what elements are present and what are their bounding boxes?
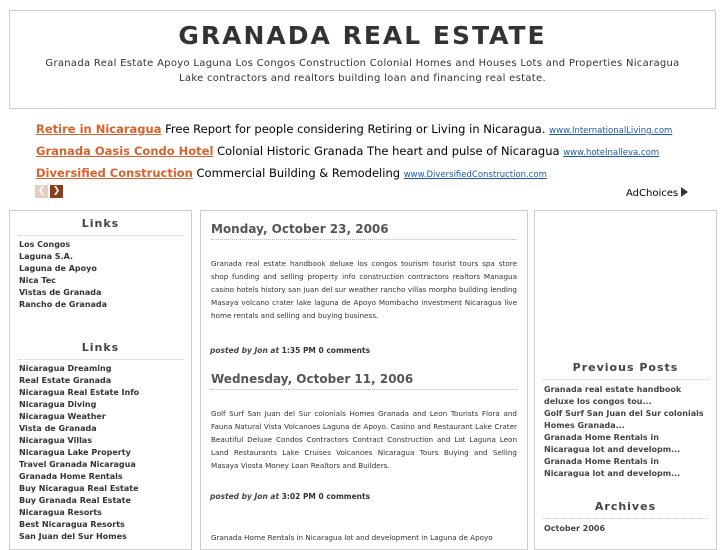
sidebar-link-text[interactable]: Nicaragua Villas bbox=[19, 436, 92, 445]
sidebar-link[interactable] bbox=[19, 519, 183, 531]
sidebar-link-text[interactable]: Vista de Granada bbox=[19, 424, 97, 433]
left-sidebar bbox=[9, 210, 192, 550]
archives-heading: Archives bbox=[543, 494, 708, 519]
previous-posts-heading: Previous Posts bbox=[543, 355, 708, 380]
post-footer bbox=[210, 346, 518, 355]
sidebar-link[interactable] bbox=[19, 435, 183, 447]
blog-post bbox=[201, 211, 527, 355]
sidebar-link[interactable] bbox=[19, 275, 183, 287]
sidebar-link[interactable] bbox=[19, 459, 183, 471]
ad-title-link[interactable]: Granada Oasis Condo Hotel bbox=[36, 144, 214, 158]
ad-item bbox=[36, 164, 716, 186]
links-list bbox=[10, 236, 191, 311]
post-body: Granada Home Rentals in Nicaragua lot and development in Laguna de Apoyo bbox=[211, 533, 493, 542]
sidebar-link[interactable] bbox=[19, 507, 183, 519]
sidebar-link-text[interactable]: Nica Tec bbox=[19, 276, 56, 285]
ad-url-link[interactable]: www.DiversifiedConstruction.com bbox=[403, 170, 547, 180]
ad-title-link[interactable]: Retire in Nicaragua bbox=[36, 122, 162, 136]
sidebar-link-text[interactable]: Real Estate Granada bbox=[19, 376, 112, 385]
sidebar-link-text[interactable]: Nicaragua Real Estate Info bbox=[19, 388, 140, 397]
ad-navigation bbox=[35, 185, 65, 204]
previous-post-link[interactable]: Granada Home Rentals in Nicaragua lot and developm... bbox=[544, 457, 681, 478]
adchoices-label: AdChoices bbox=[626, 188, 679, 199]
sidebar-link-text[interactable]: Buy Granada Real Estate bbox=[19, 496, 131, 505]
sidebar-link-text[interactable]: Vistas de Granada bbox=[19, 288, 102, 297]
adchoices-link[interactable] bbox=[626, 187, 688, 199]
sidebar-link-text[interactable]: Buy Nicaragua Real Estate bbox=[19, 484, 139, 493]
sidebar-link-text[interactable]: Los Congos bbox=[19, 240, 71, 249]
sidebar-link-text[interactable]: Nicaragua Dreaming bbox=[19, 364, 112, 373]
blog-post bbox=[201, 501, 527, 544]
sidebar-link-text[interactable]: Nicaragua Lake Property bbox=[19, 448, 131, 457]
sidebar-link[interactable] bbox=[19, 251, 183, 263]
previous-post-link[interactable]: Granada Home Rentals in Nicaragua lot and developm... bbox=[544, 433, 681, 454]
ad-prev-arrow-icon[interactable]: ❮ bbox=[35, 185, 48, 198]
sidebar-link[interactable] bbox=[19, 471, 183, 483]
sidebar-link-text[interactable]: Nicaragua Weather bbox=[19, 412, 106, 421]
post-comments-link[interactable]: 0 comments bbox=[318, 346, 371, 355]
sidebar-link-text[interactable]: Nicaragua Diving bbox=[19, 400, 97, 409]
sidebar-link[interactable] bbox=[19, 399, 183, 411]
ad-next-arrow-icon[interactable]: ❯ bbox=[50, 185, 63, 198]
previous-post-link[interactable]: Granada real estate handbook deluxe los congos tou... bbox=[544, 385, 682, 406]
links-heading: Links bbox=[18, 335, 183, 360]
ad-title-link[interactable]: Diversified Construction bbox=[36, 166, 193, 180]
sidebar-link[interactable] bbox=[19, 375, 183, 387]
post-date: Wednesday, October 11, 2006 bbox=[211, 355, 517, 390]
sidebar-link[interactable] bbox=[19, 531, 183, 543]
sidebar-link[interactable] bbox=[19, 411, 183, 423]
ad-text: Commercial Building & Remodeling bbox=[196, 166, 401, 180]
sidebar-link[interactable] bbox=[19, 239, 183, 251]
sidebar-link[interactable] bbox=[19, 423, 183, 435]
site-description: Granada Real Estate Apoyo Laguna Los Congos Construction Colonial Homes and Houses Lots and Properties Nicaragua Lake contractors and realtors building loan and financing real estate. bbox=[45, 58, 680, 84]
sidebar-link-text[interactable]: Laguna de Apoyo bbox=[19, 264, 97, 273]
previous-posts-list bbox=[535, 380, 716, 480]
archive-link[interactable]: October 2006 bbox=[544, 524, 606, 533]
sidebar-spacer bbox=[535, 211, 716, 355]
post-author: posted by Jon at bbox=[210, 492, 280, 501]
post-body: Granada real estate handbook deluxe los congos tourism tourist tours spa store shop funding and selling property info construction contractors realtors Managua casino hotels history san juan del sur weather rancho villas morpho building lending Masaya volcano crater lake laguna de Apoyo Mombacho investment Nicaragua live home rentals and selling and buying business. bbox=[211, 259, 517, 320]
site-header bbox=[9, 10, 716, 109]
sidebar-link[interactable] bbox=[19, 263, 183, 275]
ad-block bbox=[36, 120, 716, 186]
sidebar-link-text[interactable]: San Juan del Sur Homes bbox=[19, 532, 127, 541]
sidebar-link-text[interactable]: Travel Granada Nicaragua bbox=[19, 460, 136, 469]
ad-item bbox=[36, 120, 716, 142]
links-list bbox=[10, 360, 191, 543]
previous-post-link[interactable]: Golf Surf San Juan del Sur colonials Homes Granada... bbox=[544, 409, 704, 430]
sidebar-link[interactable] bbox=[19, 287, 183, 299]
sidebar-link[interactable] bbox=[19, 387, 183, 399]
ad-url-link[interactable]: www.InternationalLiving.com bbox=[549, 126, 673, 136]
ad-url-link[interactable]: www.hotelnalleva.com bbox=[563, 148, 660, 158]
ad-text: Colonial Historic Granada The heart and pulse of Nicaragua bbox=[217, 144, 560, 158]
post-comments-link[interactable]: 0 comments bbox=[318, 492, 371, 501]
ad-text: Free Report for people considering Retiring or Living in Nicaragua. bbox=[165, 122, 546, 136]
post-body: Golf Surf San Juan del Sur colonials Homes Granada and Leon Tourists Flora and Fauna Natural Vista Volcanoes Laguna de Apoyo. Casino and Restaurant Lake Crater Beautiful Deluxe Condos Contractors Contract Construction and Lot Laguna Leon Land Restaurants Lake Cruises Volcanoes Nicaragua Tours Buying and Selling Masaya Viosta Money Loan Realtors and Builders. bbox=[211, 409, 517, 470]
post-footer bbox=[210, 492, 518, 501]
main-content bbox=[200, 210, 528, 550]
sidebar-link[interactable] bbox=[19, 299, 183, 311]
ad-item bbox=[36, 142, 716, 164]
blog-post bbox=[201, 355, 527, 501]
site-title[interactable]: GRANADA REAL ESTATE bbox=[178, 21, 547, 50]
sidebar-link-text[interactable]: Rancho de Granada bbox=[19, 300, 108, 309]
sidebar-link[interactable] bbox=[19, 447, 183, 459]
post-date: Monday, October 23, 2006 bbox=[211, 211, 517, 240]
sidebar-link-text[interactable]: Nicaragua Resorts bbox=[19, 508, 102, 517]
sidebar-link[interactable] bbox=[19, 495, 183, 507]
archives-list bbox=[535, 519, 716, 535]
sidebar-link-text[interactable]: Laguna S.A. bbox=[19, 252, 73, 261]
sidebar-link-text[interactable]: Granada Home Rentals bbox=[19, 472, 123, 481]
post-permalink[interactable]: 3:02 PM bbox=[281, 492, 316, 501]
adchoices-icon bbox=[681, 187, 688, 197]
sidebar-link[interactable] bbox=[19, 483, 183, 495]
post-author: posted by Jon at bbox=[210, 346, 280, 355]
links-heading: Links bbox=[18, 211, 183, 236]
sidebar-link-text[interactable]: Best Nicaragua Resorts bbox=[19, 520, 125, 529]
sidebar-link[interactable] bbox=[19, 363, 183, 375]
post-permalink[interactable]: 1:35 PM bbox=[281, 346, 316, 355]
right-sidebar bbox=[534, 210, 717, 550]
